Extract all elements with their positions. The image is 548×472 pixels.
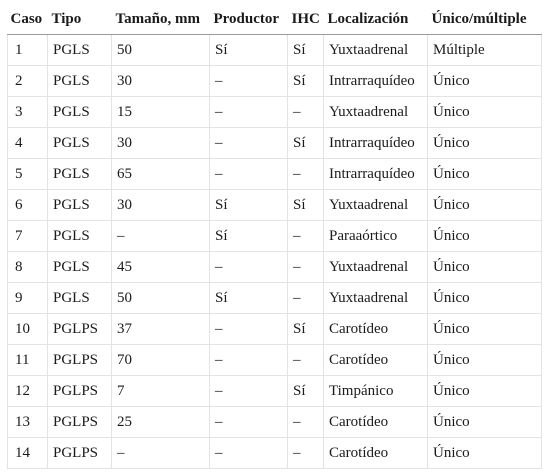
cell-tipo: PGLS (48, 66, 112, 97)
cell-unico-multiple: Único (428, 221, 542, 252)
cell-tipo: PGLPS (48, 438, 112, 469)
cell-unico-multiple: Único (428, 159, 542, 190)
header-caso: Caso (8, 4, 48, 35)
cell-tipo: PGLS (48, 97, 112, 128)
cell-unico-multiple: Múltiple (428, 35, 542, 66)
table-row (8, 159, 542, 190)
cell-tamano: 50 (112, 35, 210, 66)
cell-tamano: 30 (112, 190, 210, 221)
cell-productor: – (210, 159, 288, 190)
cell-tipo: PGLS (48, 128, 112, 159)
table-row (8, 190, 542, 221)
header-unico-multiple: Único/múltiple (428, 4, 542, 35)
cell-ihc: Sí (288, 376, 324, 407)
cell-tipo: PGLPS (48, 314, 112, 345)
cell-tipo: PGLPS (48, 407, 112, 438)
cell-ihc: – (288, 283, 324, 314)
header-tipo: Tipo (48, 4, 112, 35)
cell-tipo: PGLS (48, 190, 112, 221)
cell-productor: – (210, 376, 288, 407)
cell-localizacion: Yuxtaadrenal (324, 283, 428, 314)
table-row (8, 66, 542, 97)
cell-localizacion: Carotídeo (324, 438, 428, 469)
cell-ihc: – (288, 159, 324, 190)
cell-caso: 9 (8, 283, 48, 314)
cell-localizacion: Yuxtaadrenal (324, 35, 428, 66)
cell-tamano: – (112, 221, 210, 252)
cell-productor: – (210, 128, 288, 159)
cell-ihc: Sí (288, 190, 324, 221)
cell-tipo: PGLPS (48, 345, 112, 376)
cell-unico-multiple: Único (428, 376, 542, 407)
cell-ihc: – (288, 345, 324, 376)
cell-unico-multiple: Único (428, 252, 542, 283)
cell-tamano: 30 (112, 66, 210, 97)
cell-ihc: Sí (288, 314, 324, 345)
cell-tipo: PGLS (48, 35, 112, 66)
table-row (8, 252, 542, 283)
cell-tamano: 7 (112, 376, 210, 407)
cell-ihc: Sí (288, 128, 324, 159)
cell-localizacion: Intrarraquídeo (324, 66, 428, 97)
cell-localizacion: Yuxtaadrenal (324, 97, 428, 128)
cell-productor: – (210, 438, 288, 469)
cases-table-container (7, 4, 541, 469)
header-productor: Productor (210, 4, 288, 35)
header-tamano: Tamaño, mm (112, 4, 210, 35)
cell-tamano: 15 (112, 97, 210, 128)
cell-localizacion: Intrarraquídeo (324, 128, 428, 159)
cell-tipo: PGLS (48, 221, 112, 252)
header-ihc: IHC (288, 4, 324, 35)
cases-table (7, 4, 542, 469)
cell-localizacion: Carotídeo (324, 345, 428, 376)
cell-unico-multiple: Único (428, 66, 542, 97)
cell-productor: – (210, 252, 288, 283)
cell-tipo: PGLS (48, 252, 112, 283)
cell-unico-multiple: Único (428, 97, 542, 128)
header-localizacion: Localización (324, 4, 428, 35)
cell-tamano: 70 (112, 345, 210, 376)
cell-unico-multiple: Único (428, 345, 542, 376)
cell-ihc: – (288, 97, 324, 128)
cell-unico-multiple: Único (428, 190, 542, 221)
cell-caso: 1 (8, 35, 48, 66)
cell-productor: Sí (210, 35, 288, 66)
cell-unico-multiple: Único (428, 314, 542, 345)
cell-caso: 8 (8, 252, 48, 283)
cell-tamano: 65 (112, 159, 210, 190)
table-row (8, 407, 542, 438)
table-row (8, 345, 542, 376)
cell-caso: 5 (8, 159, 48, 190)
cell-unico-multiple: Único (428, 407, 542, 438)
cell-productor: Sí (210, 283, 288, 314)
table-row (8, 128, 542, 159)
cell-ihc: – (288, 407, 324, 438)
table-row (8, 97, 542, 128)
cell-caso: 12 (8, 376, 48, 407)
cell-productor: – (210, 314, 288, 345)
cell-ihc: Sí (288, 66, 324, 97)
cell-tamano: 25 (112, 407, 210, 438)
cell-tamano: 37 (112, 314, 210, 345)
cell-ihc: – (288, 438, 324, 469)
cell-unico-multiple: Único (428, 283, 542, 314)
cell-productor: – (210, 97, 288, 128)
cell-caso: 13 (8, 407, 48, 438)
cell-caso: 7 (8, 221, 48, 252)
cell-caso: 3 (8, 97, 48, 128)
cell-caso: 11 (8, 345, 48, 376)
cell-caso: 6 (8, 190, 48, 221)
cell-localizacion: Yuxtaadrenal (324, 190, 428, 221)
cell-caso: 4 (8, 128, 48, 159)
table-row (8, 438, 542, 469)
cell-tipo: PGLS (48, 159, 112, 190)
cell-caso: 14 (8, 438, 48, 469)
cell-productor: Sí (210, 190, 288, 221)
cell-tipo: PGLPS (48, 376, 112, 407)
table-row (8, 221, 542, 252)
cell-localizacion: Yuxtaadrenal (324, 252, 428, 283)
cell-productor: – (210, 66, 288, 97)
cell-tamano: – (112, 438, 210, 469)
cell-tamano: 45 (112, 252, 210, 283)
cell-ihc: – (288, 252, 324, 283)
cell-localizacion: Timpánico (324, 376, 428, 407)
cell-ihc: – (288, 221, 324, 252)
cell-localizacion: Intrarraquídeo (324, 159, 428, 190)
cell-productor: – (210, 407, 288, 438)
cell-tamano: 50 (112, 283, 210, 314)
table-row (8, 283, 542, 314)
header-row (8, 4, 542, 35)
table-row (8, 314, 542, 345)
cell-caso: 10 (8, 314, 48, 345)
cell-caso: 2 (8, 66, 48, 97)
cell-tamano: 30 (112, 128, 210, 159)
table-row (8, 35, 542, 66)
cell-localizacion: Carotídeo (324, 407, 428, 438)
table-body (8, 35, 542, 469)
cell-ihc: Sí (288, 35, 324, 66)
cell-unico-multiple: Único (428, 128, 542, 159)
cell-tipo: PGLS (48, 283, 112, 314)
table-row (8, 376, 542, 407)
cell-unico-multiple: Único (428, 438, 542, 469)
cell-productor: – (210, 345, 288, 376)
cell-localizacion: Paraaórtico (324, 221, 428, 252)
cell-productor: Sí (210, 221, 288, 252)
cell-localizacion: Carotídeo (324, 314, 428, 345)
